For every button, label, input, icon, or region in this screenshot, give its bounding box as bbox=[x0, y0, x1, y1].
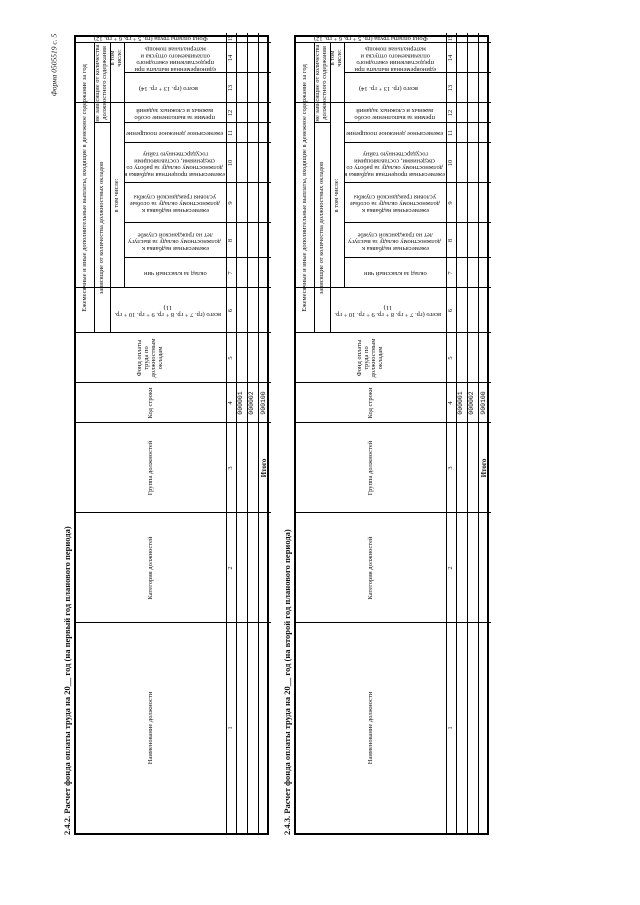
row-code: 000001 bbox=[237, 391, 245, 415]
col-header-group-notqty: не зависящие от количества должностного содержания bbox=[314, 44, 328, 122]
col-header-15: Фонд оплаты труда (гр. 5 + гр. 6 + гр. 12) bbox=[314, 35, 428, 43]
col-number: 9 bbox=[226, 201, 234, 205]
section-title: 2.4.3. Расчет фонда оплаты труда на 20__ год (на второй год планового периода) bbox=[282, 529, 292, 835]
col-header-6: всего (гр. 7 + гр. 8 + гр. 9 + гр. 10 + гр. 11) bbox=[114, 304, 222, 319]
col-header-9: ежемесячная надбавка к должностному окладу за особые условия гражданской службы bbox=[349, 193, 441, 215]
col-number: 5 bbox=[226, 356, 234, 360]
col-header-12: всего (гр. 13 + гр. 14) bbox=[358, 85, 418, 93]
col-number: 6 bbox=[226, 308, 234, 313]
total-code: 900100 bbox=[480, 391, 488, 415]
fot-table-2 bbox=[294, 35, 489, 835]
col-header-group-qty: зависящие от количества должностных окладов bbox=[97, 161, 105, 295]
col-header-group: Группа должностей bbox=[146, 440, 154, 496]
section-title: 2.4.2. Расчет фонда оплаты труда на 20__ год (на первый год планового периода) bbox=[62, 526, 72, 835]
col-header-category: Категория должностей bbox=[366, 536, 374, 600]
col-number: 11 bbox=[446, 129, 454, 137]
col-header-10: ежемесячная процентная надбавка к должностному окладу за работу со сведениями, составляющими государственную тайну bbox=[344, 150, 446, 178]
col-header-11: ежемесячное денежное поощрение bbox=[346, 130, 444, 138]
col-header-12: всего (гр. 13 + гр. 14) bbox=[138, 85, 198, 93]
col-number: 12 bbox=[446, 109, 454, 117]
col-header-code: Код строки bbox=[146, 387, 154, 419]
col-header-8: ежемесячная надбавка к должностному окладу за выслугу лет на гражданской службе bbox=[348, 231, 442, 252]
col-number: 15 bbox=[446, 34, 454, 42]
col-header-name: Наименование должности bbox=[366, 691, 374, 765]
row-code: 000002 bbox=[468, 391, 476, 415]
col-number: 8 bbox=[446, 238, 454, 243]
col-number: 7 bbox=[226, 271, 234, 275]
fot-table-1 bbox=[74, 35, 269, 835]
col-header-salary-fund: Фонд оплаты труда по должностным окладам bbox=[356, 338, 384, 378]
col-header-14: единовременная выплата при предоставлении ежегодного оплачиваемого отпуска и материальная помощь bbox=[134, 45, 216, 73]
col-header-15: Фонд оплаты труда (гр. 5 + гр. 6 + гр. 12) bbox=[94, 35, 208, 43]
col-header-group-qty: зависящие от количества должностных окладов bbox=[317, 161, 325, 295]
col-header-group-main: Ежемесячные и иные дополнительные выплаты, входящие в денежное содержание за год bbox=[300, 64, 308, 312]
total-code: 900100 bbox=[260, 391, 268, 415]
col-number: 3 bbox=[446, 466, 454, 470]
col-number: 14 bbox=[446, 54, 454, 62]
row-code: 000001 bbox=[457, 391, 465, 415]
col-header-6: всего (гр. 7 + гр. 8 + гр. 9 + гр. 10 + гр. 11) bbox=[334, 304, 442, 319]
col-number: 7 bbox=[446, 271, 454, 275]
col-number: 12 bbox=[226, 109, 234, 117]
col-header-incl: в том числе: bbox=[112, 178, 120, 213]
col-number: 4 bbox=[446, 401, 454, 405]
col-header-13: премии за выполнение особо важных и сложных заданий bbox=[354, 107, 436, 121]
col-header-name: Наименование должности bbox=[146, 691, 154, 765]
form-number-label: Форма 0505519 с. 5 bbox=[49, 33, 59, 97]
col-header-7: оклад за классный чин bbox=[363, 270, 427, 278]
col-number: 8 bbox=[226, 238, 234, 243]
col-header-11: ежемесячное денежное поощрение bbox=[126, 130, 224, 138]
col-number: 4 bbox=[226, 401, 234, 405]
col-number: 14 bbox=[226, 54, 234, 62]
col-header-incl2: в том числе: bbox=[329, 49, 343, 67]
col-header-13: премии за выполнение особо важных и сложных заданий bbox=[134, 107, 216, 121]
col-number: 2 bbox=[226, 566, 234, 570]
total-label: Итого bbox=[259, 458, 268, 478]
col-number: 10 bbox=[226, 159, 234, 167]
col-number: 9 bbox=[446, 201, 454, 205]
col-header-group: Группа должностей bbox=[366, 440, 374, 496]
col-number: 15 bbox=[226, 34, 234, 42]
col-header-8: ежемесячная надбавка к должностному окладу за выслугу лет на гражданской службе bbox=[128, 231, 222, 252]
col-number: 10 bbox=[446, 159, 454, 167]
col-header-group-notqty: не зависящие от количества должностного содержания bbox=[94, 44, 108, 122]
col-number: 13 bbox=[446, 84, 454, 92]
row-code: 000002 bbox=[248, 391, 256, 415]
col-number: 6 bbox=[446, 308, 454, 313]
col-header-salary-fund: Фонд оплаты труда по должностным окладам bbox=[136, 338, 164, 378]
col-header-10: ежемесячная процентная надбавка к должностному окладу за работу со сведениями, составляющими государственную тайну bbox=[124, 150, 226, 178]
col-header-category: Категория должностей bbox=[146, 536, 154, 600]
col-header-7: оклад за классный чин bbox=[143, 270, 207, 278]
col-number: 2 bbox=[446, 566, 454, 570]
col-header-9: ежемесячная надбавка к должностному окладу за особые условия гражданской службы bbox=[129, 193, 221, 215]
col-header-group-main: Ежемесячные и иные дополнительные выплаты, входящие в денежное содержание за год bbox=[80, 64, 88, 312]
col-number: 1 bbox=[226, 726, 234, 730]
col-number: 3 bbox=[226, 466, 234, 470]
col-header-14: единовременная выплата при предоставлении ежегодного оплачиваемого отпуска и материальная помощь bbox=[354, 45, 436, 73]
col-number: 11 bbox=[226, 129, 234, 137]
col-number: 13 bbox=[226, 84, 234, 92]
col-header-code: Код строки bbox=[366, 387, 374, 419]
col-number: 1 bbox=[446, 726, 454, 730]
total-label: Итого bbox=[479, 458, 488, 478]
col-number: 5 bbox=[446, 356, 454, 360]
col-header-incl2: в том числе: bbox=[109, 49, 123, 67]
col-header-incl: в том числе: bbox=[332, 178, 340, 213]
